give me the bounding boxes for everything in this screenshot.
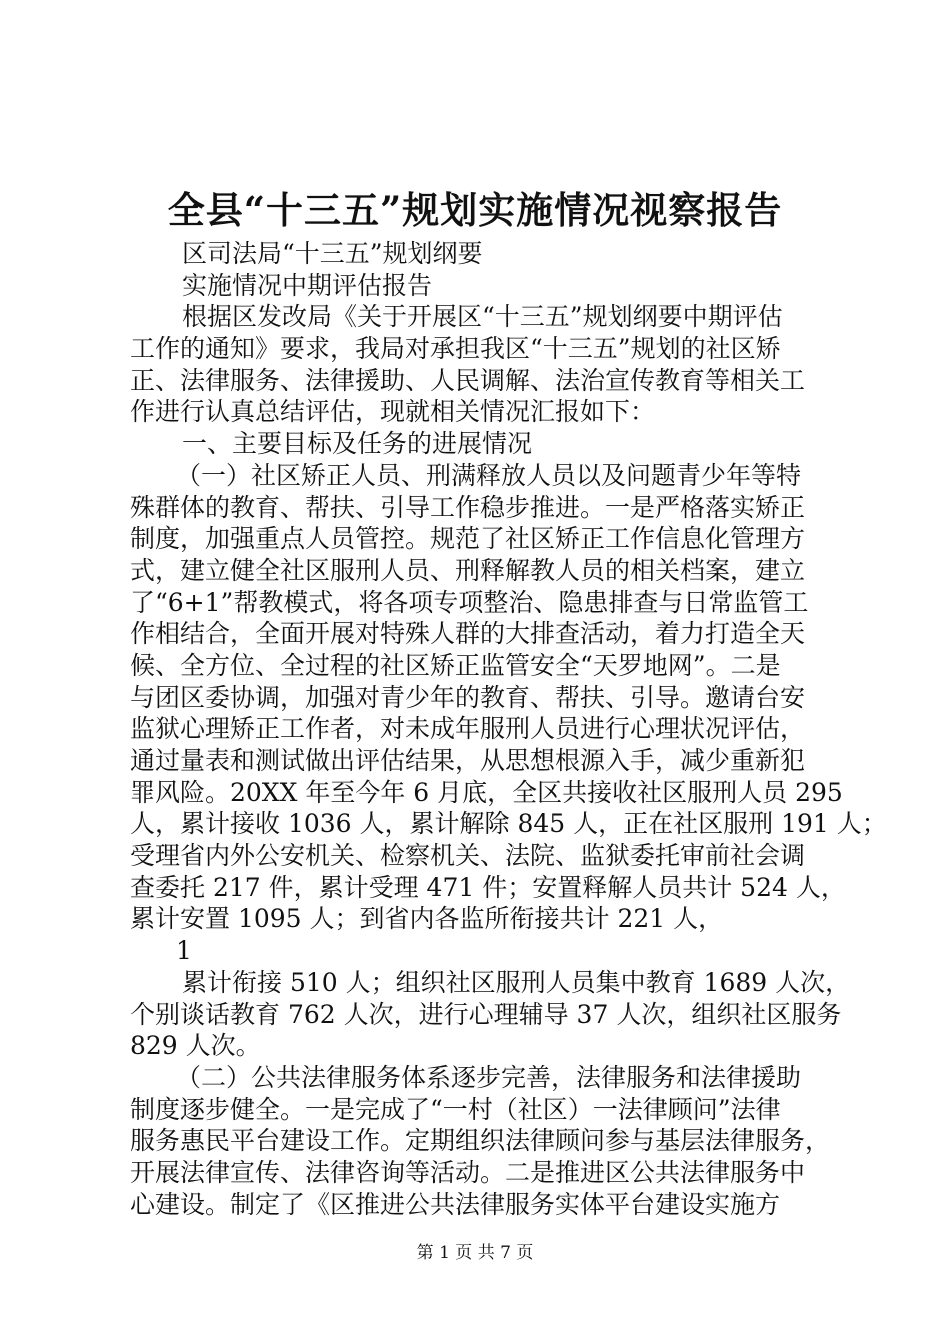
paragraph-line: 根据区发改局《关于开展区“十三五”规划纲要中期评估 [182, 302, 783, 332]
subtitle-line: 区司法局“十三五”规划纲要 [182, 239, 483, 268]
paragraph-line: 殊群体的教育、帮扶、引导工作稳步推进。一是严格落实矫正 [130, 492, 806, 522]
paragraph-line: 人，累计接收 1036 人，累计解除 845 人，正在社区服刑 191 人； [130, 809, 887, 839]
paragraph-line: 累计衔接 510 人；组织社区服刑人员集中教育 1689 人次， [182, 967, 851, 997]
section-heading: 一、主要目标及任务的进展情况 [182, 429, 533, 459]
paragraph-line: 服务惠民平台建设工作。定期组织法律顾问参与基层法律服务， [130, 1126, 831, 1156]
paragraph-line: 监狱心理矫正工作者，对未成年服刑人员进行心理状况评估， [130, 714, 806, 744]
paragraph-line: 式，建立健全社区服刑人员、刑释解教人员的相关档案，建立 [130, 555, 806, 585]
paragraph-line: 候、全方位、全过程的社区矫正监管安全“天罗地网”。二是 [130, 650, 781, 680]
paragraph-line: 查委托 217 件，累计受理 471 件；安置释解人员共计 524 人， [130, 872, 846, 902]
paragraph-line: 作相结合，全面开展对特殊人群的大排查活动，着力打造全天 [130, 619, 806, 649]
paragraph-line: 正、法律服务、法律援助、人民调解、法治宣传教育等相关工 [130, 365, 806, 395]
paragraph-line: 累计安置 1095 人；到省内各监所衔接共计 221 人， [130, 904, 724, 934]
paragraph-line: 个别谈话教育 762 人次，进行心理辅导 37 人次，组织社区服务 [130, 999, 842, 1029]
paragraph-line: 制度逐步健全。一是完成了“一村（社区）一法律顾问”法律 [130, 1094, 781, 1124]
paragraph-line: （二）公共法律服务体系逐步完善，法律服务和法律援助 [176, 1062, 802, 1092]
paragraph-line: 作进行认真总结评估，现就相关情况汇报如下： [130, 397, 656, 427]
paragraph-line: 罪风险。20XX 年至今年 6 月底，全区共接收社区服刑人员 295 [130, 777, 843, 807]
paragraph-line: 心建设。制定了《区推进公共法律服务实体平台建设实施方 [130, 1189, 781, 1219]
document-body [130, 238, 887, 1220]
inline-page-number: 1 [176, 936, 192, 966]
document-title: 全县“十三五”规划实施情况视察报告 [167, 188, 783, 232]
subtitle-line: 实施情况中期评估报告 [182, 270, 433, 300]
paragraph-line: （一）社区矫正人员、刑满释放人员以及问题青少年等特 [176, 460, 802, 490]
paragraph-line: 制度，加强重点人员管控。规范了社区矫正工作信息化管理方 [130, 524, 806, 554]
page-footer: 第 1 页 共 7 页 [416, 1243, 534, 1263]
paragraph-line: 受理省内外公安机关、检察机关、法院、监狱委托审前社会调 [130, 841, 806, 871]
paragraph-line: 829 人次。 [130, 1031, 261, 1061]
paragraph-line: 与团区委协调，加强对青少年的教育、帮扶、引导。邀请台安 [130, 682, 806, 712]
paragraph-line: 通过量表和测试做出评估结果，从思想根源入手，减少重新犯 [130, 746, 806, 775]
paragraph-line: 工作的通知》要求，我局对承担我区“十三五”规划的社区矫 [130, 334, 781, 364]
paragraph-line: 开展法律宣传、法律咨询等活动。二是推进区公共法律服务中 [130, 1157, 806, 1187]
paragraph-line: 了“6+1”帮教模式，将各项专项整治、隐患排查与日常监管工 [130, 587, 809, 617]
